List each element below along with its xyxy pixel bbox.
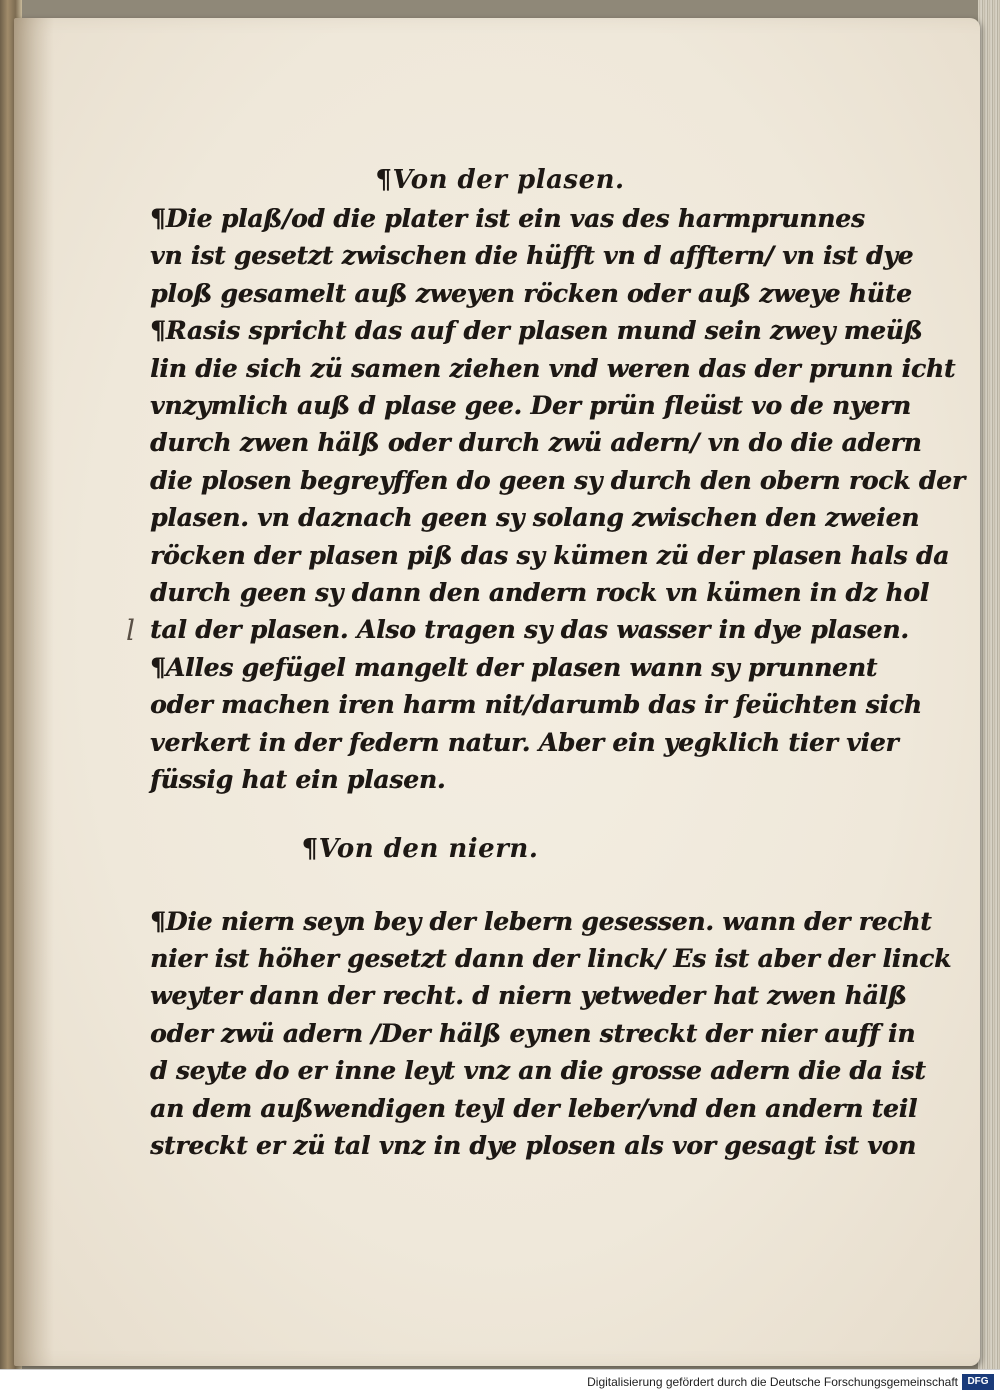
- text-line: an dem außwendigen teyl der leber/vnd den andern teil: [150, 1093, 918, 1123]
- text-line: durch geen sy dann den andern rock vn kümen in dz hol: [150, 578, 929, 608]
- text-line: durch zwen hälß oder durch zwü adern/ vn do die adern: [150, 428, 922, 458]
- text-line: verkert in der federn natur. Aber ein yegklich tier vier: [150, 727, 899, 757]
- text-line: röcken der plasen piß das sy kümen zü der plasen hals da: [150, 540, 950, 570]
- margin-annotation: l: [126, 614, 135, 647]
- pilcrow-mark: ¶: [150, 652, 166, 682]
- section-heading-plasen: [190, 160, 810, 200]
- section-heading-niern: [150, 829, 690, 869]
- line-text: Alles gefügel mangelt der plasen wann sy prunnent: [165, 652, 878, 682]
- page-stack-edge: [978, 0, 1000, 1370]
- text-line: vn ist gesetzt zwischen die hüfft vn d afftern/ vn ist dye: [150, 241, 914, 271]
- text-line: streckt er zü tal vnz in dye plosen als vor gesagt ist von: [150, 1130, 916, 1160]
- text-line: [150, 200, 865, 237]
- line-text: Die plaß/od die plater ist ein vas des harmprunnes: [165, 204, 865, 233]
- text-line: ploß gesamelt auß zweyen röcken oder auß zweye hüte: [150, 278, 912, 308]
- pilcrow-mark: ¶: [150, 316, 166, 346]
- pilcrow-mark: ¶: [150, 204, 166, 233]
- text-line: oder machen iren harm nit/darumb das ir feüchten sich: [150, 690, 922, 720]
- text-line: tal der plasen. Also tragen sy das wasser in dye plasen.: [150, 615, 909, 645]
- text-line: nier ist höher gesetzt dann der linck/ Es ist aber der linck: [150, 943, 952, 973]
- line-text: Rasis spricht das auf der plasen mund sein zwey meüß: [165, 316, 923, 346]
- text-line: füssig hat ein plasen.: [150, 765, 446, 795]
- section-heading-text: Von den niern.: [318, 833, 539, 864]
- line-text: Die niern seyn bey der lebern gesessen. wann der recht: [165, 906, 932, 936]
- pilcrow-mark: ¶: [150, 906, 166, 936]
- text-line: vnzymlich auß d plase gee. Der prün fleüst vo de nyern: [150, 391, 911, 421]
- section-body-plasen: [150, 200, 965, 799]
- text-block: [150, 160, 965, 1164]
- pilcrow-mark: ¶: [375, 165, 393, 195]
- text-line: [150, 312, 923, 349]
- text-line: [150, 903, 932, 940]
- footer-bar: [0, 1369, 1000, 1393]
- text-line: oder zwü adern /Der hälß eynen streckt der nier auff in: [150, 1018, 916, 1048]
- text-line: plasen. vn daznach geen sy solang zwischen den zweien: [150, 503, 920, 533]
- text-line: weyter dann der recht. d niern yetweder hat zwen hälß: [150, 981, 907, 1011]
- pilcrow-mark: ¶: [301, 833, 319, 864]
- funding-credit: Digitalisierung gefördert durch die Deutsche Forschungsgemeinschaft: [587, 1375, 958, 1389]
- gutter-shadow: [14, 18, 54, 1366]
- text-line: [150, 649, 878, 686]
- section-heading-text: Von der plasen.: [392, 165, 625, 195]
- text-line: die plosen begreyffen do geen sy durch den obern rock der: [150, 465, 965, 495]
- text-line: lin die sich zü samen ziehen vnd weren das der prunn icht: [150, 353, 956, 383]
- section-body-niern: [150, 903, 952, 1165]
- text-line: d seyte do er inne leyt vnz an die grosse adern die da ist: [150, 1056, 926, 1086]
- dfg-logo: DFG: [962, 1374, 994, 1390]
